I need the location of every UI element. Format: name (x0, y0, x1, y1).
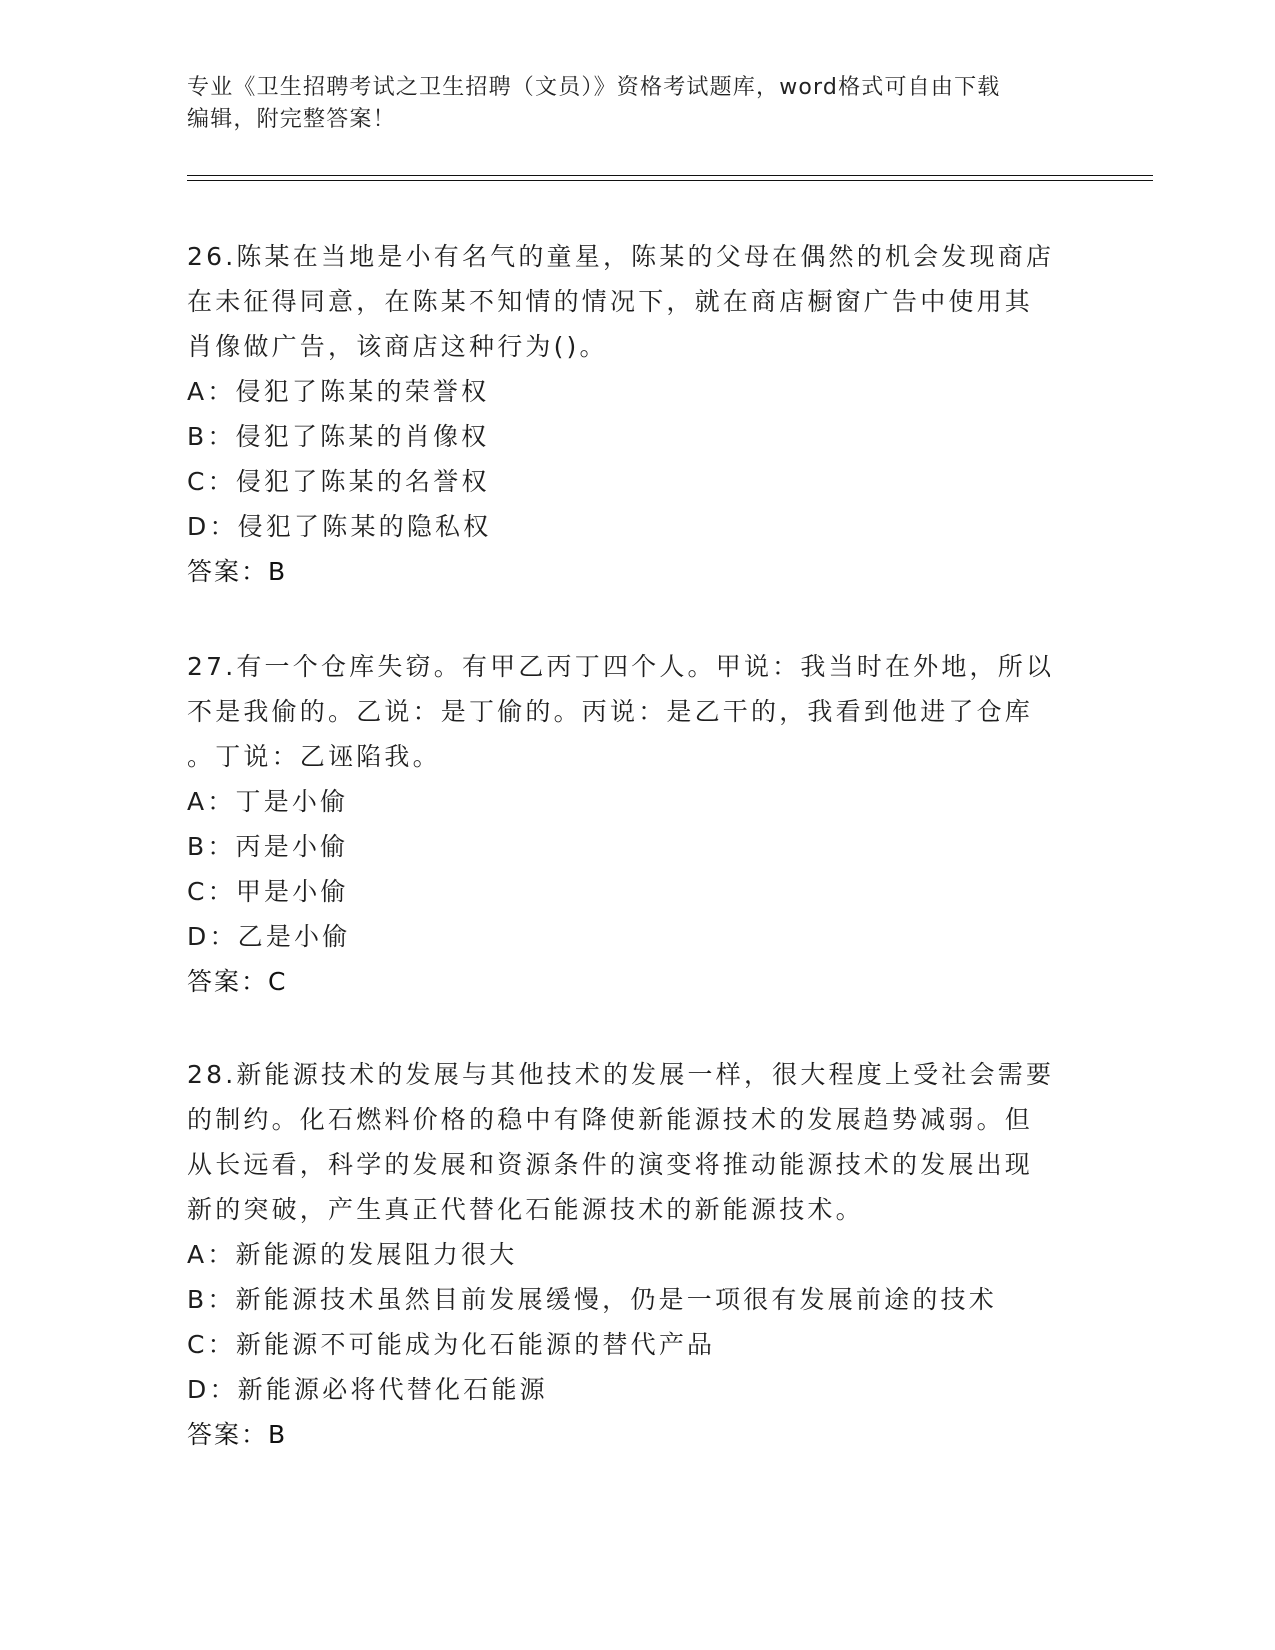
option-a: A：新能源的发展阻力很大 (187, 1240, 518, 1269)
question-text-line: 的制约。化石燃料价格的稳中有降使新能源技术的发展趋势减弱。但 (187, 1105, 1034, 1134)
option-a: A：侵犯了陈某的荣誉权 (187, 377, 490, 406)
header-line: 编辑，附完整答案！ (187, 107, 396, 132)
header-divider (187, 180, 1153, 181)
question-27 (187, 644, 1107, 1004)
header-divider (187, 175, 1153, 176)
question-text-line: 从长远看，科学的发展和资源条件的演变将推动能源技术的发展出现 (187, 1150, 1034, 1179)
question-text-line: 新的突破，产生真正代替化石能源技术的新能源技术。 (187, 1195, 864, 1224)
question-text-line: 。丁说：乙诬陷我。 (187, 742, 441, 771)
question-text-line: 不是我偷的。乙说：是丁偷的。丙说：是乙干的，我看到他进了仓库 (187, 697, 1034, 726)
answer: 答案：C (187, 967, 288, 996)
question-text-line: 在未征得同意，在陈某不知情的情况下，就在商店橱窗广告中使用其 (187, 287, 1034, 316)
question-text-line: 26.陈某在当地是小有名气的童星，陈某的父母在偶然的机会发现商店 (187, 242, 1055, 271)
option-c: C：甲是小偷 (187, 877, 349, 906)
document-header (187, 72, 1087, 136)
question-text-line: 肖像做广告，该商店这种行为()。 (187, 332, 608, 361)
answer: 答案：B (187, 557, 288, 586)
question-26 (187, 234, 1107, 594)
answer: 答案：B (187, 1420, 288, 1449)
question-text-line: 28.新能源技术的发展与其他技术的发展一样，很大程度上受社会需要 (187, 1060, 1055, 1089)
option-c: C：新能源不可能成为化石能源的替代产品 (187, 1330, 716, 1359)
option-b: B：侵犯了陈某的肖像权 (187, 422, 490, 451)
option-d: D：乙是小偷 (187, 922, 351, 951)
option-a: A：丁是小偷 (187, 787, 349, 816)
option-b: B：新能源技术虽然目前发展缓慢，仍是一项很有发展前途的技术 (187, 1285, 997, 1314)
option-c: C：侵犯了陈某的名誉权 (187, 467, 490, 496)
question-text-line: 27.有一个仓库失窃。有甲乙丙丁四个人。甲说：我当时在外地，所以 (187, 652, 1055, 681)
option-d: D：侵犯了陈某的隐私权 (187, 512, 492, 541)
option-d: D：新能源必将代替化石能源 (187, 1375, 548, 1404)
question-28 (187, 1052, 1107, 1457)
option-b: B：丙是小偷 (187, 832, 349, 861)
header-line: 专业《卫生招聘考试之卫生招聘（文员）》资格考试题库，word格式可自由下载 (187, 75, 1001, 100)
